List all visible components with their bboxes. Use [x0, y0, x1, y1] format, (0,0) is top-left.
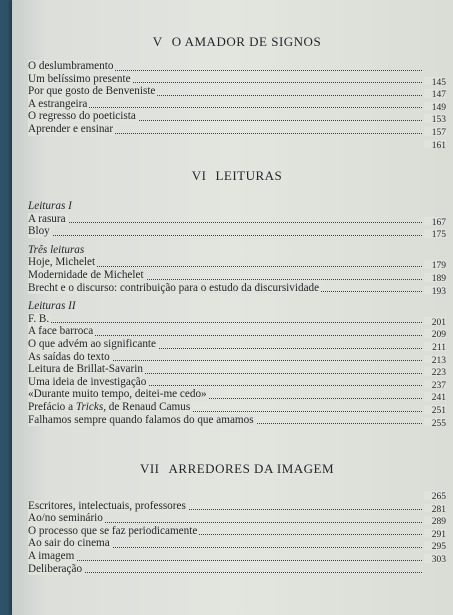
entry-page: 161	[424, 140, 446, 149]
toc-entry[interactable]	[28, 563, 446, 576]
entry-title: Leitura de Brillat-Savarin	[28, 363, 143, 376]
toc-entry[interactable]	[28, 282, 446, 295]
group-label: Três leituras	[28, 243, 85, 256]
toc-entry[interactable]	[28, 110, 446, 123]
entry-page: 223	[424, 367, 446, 376]
entry-page: 303	[424, 554, 446, 563]
section-title	[28, 34, 446, 50]
entry-page: 147	[424, 89, 446, 98]
section-title	[28, 461, 446, 477]
entry-title: A estrangeira	[28, 97, 88, 110]
book-page	[12, 0, 453, 615]
entry-title: «Durante muito tempo, deitei-me cedo»	[28, 388, 207, 401]
section-vi	[28, 168, 446, 426]
toc-entry[interactable]	[28, 98, 446, 111]
toc-entry[interactable]	[28, 338, 446, 351]
entry-title: Escritores, intelectuais, professores	[28, 499, 186, 512]
entry-title: A imagem	[28, 549, 75, 562]
entry-title: A rasura	[28, 212, 66, 225]
toc-entry[interactable]	[28, 325, 446, 338]
entry-page: 289	[424, 516, 446, 525]
entry-title: O deslumbramento	[28, 60, 114, 72]
entry-page: 201	[424, 317, 446, 326]
entry-title: Brecht e o discurso: contribuição para o estudo da discursividade	[28, 281, 320, 294]
entry-page: 149	[424, 102, 446, 111]
section-name: LEITURAS	[215, 168, 283, 183]
entry-page: 167	[424, 217, 446, 226]
entry-page: 175	[424, 229, 446, 238]
toc-entry[interactable]	[28, 123, 446, 136]
entry-page: 237	[424, 380, 446, 389]
entry-title: O regresso do poeticista	[28, 110, 136, 123]
entry-title: O que advém ao significante	[28, 337, 156, 350]
entry-title: Ao/no seminário	[28, 512, 103, 525]
leader-dots	[28, 234, 422, 236]
section-name: ARREDORES DA IMAGEM	[168, 461, 335, 476]
leader-dots	[28, 221, 422, 223]
entry-page: 241	[424, 392, 446, 401]
toc-entry[interactable]	[28, 388, 446, 401]
leader-dots	[28, 571, 422, 573]
entry-title: Ao sair do cinema	[28, 537, 110, 550]
entry-title: Falhamos sempre quando falamos do que amamos	[28, 413, 254, 426]
section-title	[28, 168, 446, 184]
toc-entry[interactable]	[28, 363, 446, 376]
group-label: Leituras II	[28, 300, 76, 313]
toc-entry[interactable]	[28, 269, 446, 282]
section-name: O AMADOR DE SIGNOS	[171, 34, 322, 49]
entry-page: 211	[424, 342, 446, 351]
entry-page: 295	[424, 541, 446, 550]
toc-entry[interactable]	[28, 537, 446, 550]
toc-entry[interactable]	[28, 525, 446, 538]
toc-entry[interactable]	[28, 60, 446, 73]
toc-entry[interactable]	[28, 136, 446, 149]
toc-entry[interactable]	[28, 225, 446, 238]
entry-page: 281	[424, 504, 446, 513]
section-number: V	[152, 34, 163, 49]
toc-entry[interactable]	[28, 85, 446, 98]
entry-title: Hoje, Michelet	[28, 256, 96, 269]
entry-title: Bloy	[28, 225, 50, 238]
entry-page: 255	[424, 418, 446, 427]
entry-title: Por que gosto de Benveniste	[28, 85, 156, 98]
entry-title: Prefácio a Tricks, de Renaud Camus	[28, 400, 191, 413]
section-number: VII	[139, 461, 160, 476]
toc-entry[interactable]	[28, 213, 446, 226]
entry-title: As saídas do texto	[28, 350, 110, 363]
entry-page: 265	[424, 491, 446, 500]
section-number: VI	[191, 168, 207, 183]
entry-title: A face barroca	[28, 325, 94, 338]
entry-title: Deliberação	[28, 562, 83, 575]
toc-entry[interactable]	[28, 550, 446, 563]
leader-dots	[28, 321, 422, 323]
entry-page: 291	[424, 529, 446, 538]
section-vii	[28, 461, 446, 575]
toc-entry[interactable]	[28, 313, 446, 326]
entry-page: 193	[424, 286, 446, 295]
group-label: Leituras I	[28, 200, 72, 212]
entry-page: 251	[424, 405, 446, 414]
entry-page: 213	[424, 355, 446, 364]
entry-title: F. B.	[28, 312, 50, 325]
entry-page: 145	[424, 77, 446, 86]
entry-page: 189	[424, 273, 446, 282]
toc-entry[interactable]	[28, 512, 446, 525]
toc-entry[interactable]	[28, 376, 446, 389]
toc-entry[interactable]	[28, 414, 446, 427]
toc-entry[interactable]	[28, 487, 446, 500]
entry-page: 157	[424, 127, 446, 136]
entry-title: Um belíssimo presente	[28, 72, 131, 85]
toc-entry[interactable]	[28, 256, 446, 269]
entry-title: Aprender e ensinar	[28, 122, 114, 135]
entry-title: Uma ideia de investigação	[28, 375, 147, 388]
entry-page: 209	[424, 329, 446, 338]
toc-entry[interactable]	[28, 73, 446, 86]
entry-page: 153	[424, 114, 446, 123]
section-v	[28, 34, 446, 148]
entry-title: O processo que se faz periodicamente	[28, 524, 198, 537]
toc-entry[interactable]	[28, 351, 446, 364]
toc-entry[interactable]	[28, 401, 446, 414]
leader-dots	[28, 559, 422, 561]
entry-title: Modernidade de Michelet	[28, 268, 144, 281]
entry-page: 179	[424, 260, 446, 269]
toc-entry[interactable]	[28, 500, 446, 513]
